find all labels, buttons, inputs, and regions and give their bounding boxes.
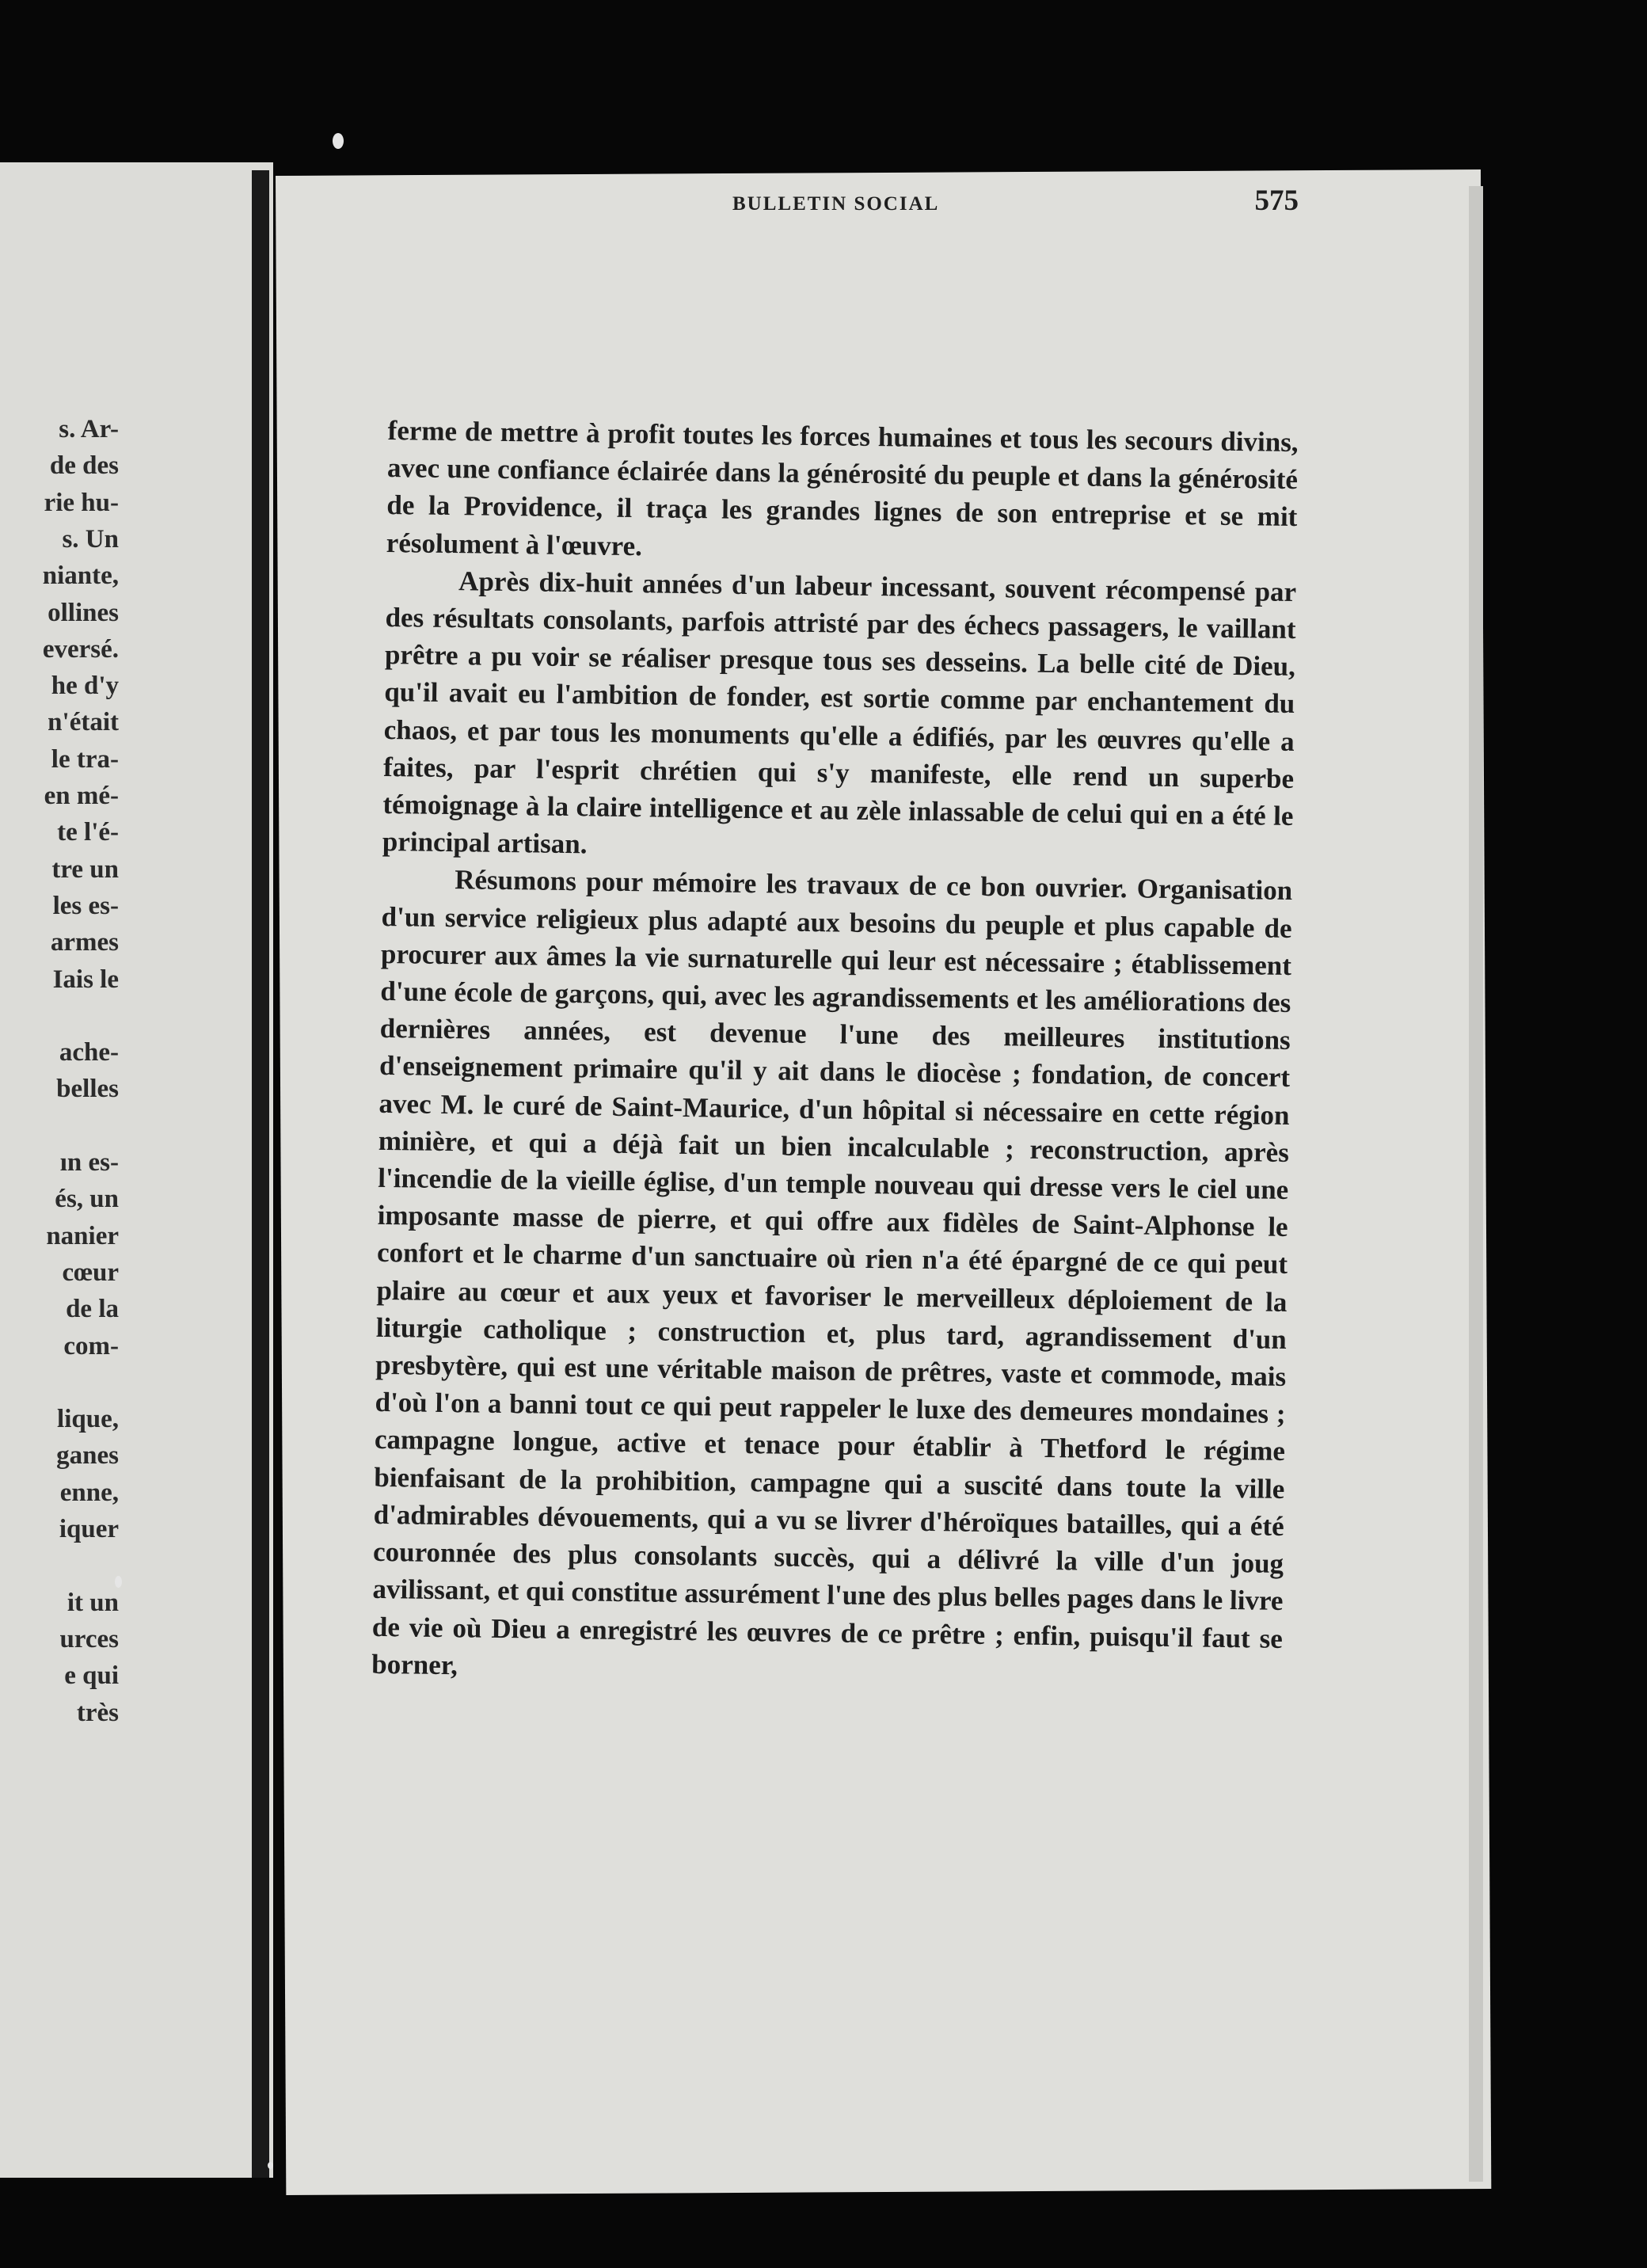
left-page-line: niante, [42,561,119,591]
left-page-line: eversé. [42,634,119,664]
left-page-line: és, un [55,1185,119,1214]
left-page-line: s. Un [62,524,119,554]
left-page-line: it un [67,1588,119,1617]
left-page-line: urces [59,1624,119,1653]
left-page-line: rie hu- [44,488,119,517]
left-page-line: en mé- [44,782,119,810]
book-gutter [252,170,269,2178]
left-page-line: s. Ar- [59,415,119,443]
left-page-line: ın es- [59,1148,119,1177]
paragraph: Après dix-huit années d'un labeur incessant, souvent récompensé par des résultats consolants, parfois attristé par des échecs passagers, le vaillant prêtre a pu voir se réaliser presque tous ses desseins. La belle cité de Dieu, qu'il avait eu l'ambition de fonder, est sortie comme par enchantement du chaos, et par tous les monuments qu'elle a édifiés, par les œuvres qu'elle a faites, par l'esprit chrétien qui s'y manifeste, elle rend un superbe témoignage à la claire intelligence et au zèle inlassable de celui qui en a été le principal artisan. [382,565,1297,860]
left-page-line: tre un [51,854,119,884]
page-edge [1469,186,1483,2182]
left-page-line: iquer [59,1515,119,1543]
running-head: BULLETIN SOCIAL [732,193,940,215]
left-page [0,162,273,2178]
left-page-line: lique, [57,1405,119,1434]
film-speck [333,133,344,149]
page-number: 575 [1254,185,1299,217]
paragraph: Résumons pour mémoire les travaux de ce bon ouvrier. Organisation d'un service religieux plus adapté aux besoins du peuple et plus capable de procurer aux âmes la vie surnaturelle qui leur est nécessaire ; établissement d'une école de garçons, qui, avec les agrandissements et les améliorations des dernières années, est devenue l'une des meilleures institutions d'enseignement primaire qu'il y ait dans le diocèse ; fondation, de concert avec M. le curé de Saint-Maurice, d'un hôpital si nécessaire en cette région minière, et qui a déjà fait un bien incalculable ; reconstruction, après l'incendie de la vieille église, d'un temple nouveau qui dresse vers le ciel une imposante masse de pierre, et qui offre aux fidèles de Saint-Alphonse le confort et le charme d'un sanctuaire où rien n'a été épargné de ce qui peut plaire au cœur et aux yeux et favoriser le merveilleux déploiement de la liturgie catholique ; construction et, plus tard, agrandissement d'un presbytère, qui est une véritable maison de prêtres, vaste et commode, mais d'où l'on a banni tout ce qui peut rappeler le luxe des demeures mondaines ; campagne longue, active et tenace pour établir à Thetford le régime bienfaisant de la prohibition, campagne qui a suscité dans toute la ville d'admirables dévouements, qui a vu se livrer d'héroïques batailles, qui a été couronnée des plus consolants succès, qui a délivré la ville d'un joug avilissant, et qui constitue assurément l'une des plus belles pages dans le livre de vie où Dieu a enregistré les œuvres de ce prêtre ; enfin, puisqu'il faut se borner, [371,864,1293,1680]
left-page-line: enne, [59,1478,119,1507]
left-page-line: armes [50,928,119,957]
left-page-line: nanier [46,1221,119,1250]
left-page-line: de la [66,1295,119,1324]
film-speck [268,2162,273,2169]
left-page-line: de des [49,451,119,481]
left-page-line: e qui [64,1661,119,1691]
left-page-line: belles [56,1075,119,1104]
left-page-line: ollines [48,598,119,627]
left-page-line: com- [63,1331,119,1360]
left-page-line: ache- [59,1038,119,1067]
left-page-line: n'était [48,708,119,737]
body-text [371,412,1299,1695]
page-header [459,184,1299,218]
left-page-line: cœur [62,1258,119,1287]
film-speck [115,1576,122,1588]
left-page-line: Iais le [52,965,119,994]
left-page-line: les es- [52,891,119,920]
left-page-line: te l'é- [57,818,119,847]
left-page-line: ganes [56,1441,119,1471]
paragraph: ferme de mettre à profit toutes les forces humaines et tous les secours divins, avec une confiance éclairée dans la générosité du peuple et dans la générosité de la Providence, il traça les grandes lignes de son entreprise et se mit résolument à l'œuvre. [386,414,1299,561]
left-page-line: he d'y [51,672,119,701]
left-page-line: le tra- [51,744,119,774]
left-page-line: très [76,1698,119,1727]
